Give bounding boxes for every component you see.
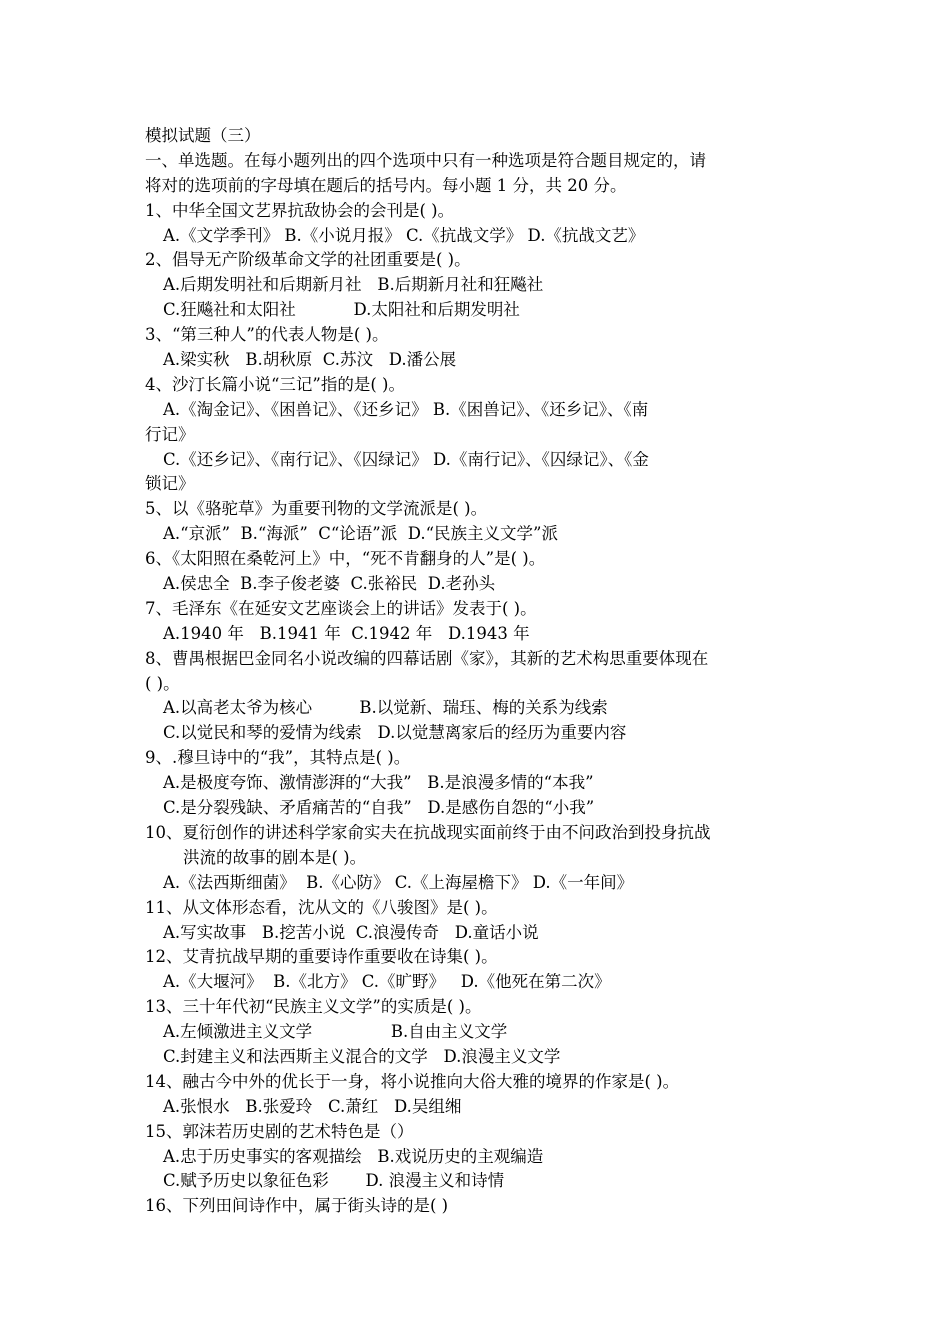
answer-options: A.“京派” B.“海派” C“论语”派 D.“民族主义文学”派 [163,524,558,544]
question-text: 15、郭沫若历史剧的艺术特色是（） [145,1121,414,1141]
answer-options: A.侯忠全 B.李子俊老婆 C.张裕民 D.老孙头 [163,574,496,594]
answer-options: A.写实故事 B.挖苦小说 C.浪漫传奇 D.童话小说 [163,922,539,942]
exam-body [145,149,825,1219]
answer-options: C.赋予历史以象征色彩 D. 浪漫主义和诗情 [163,1171,505,1191]
answer-options: A.《文学季刊》 B.《小说月报》 C.《抗战文学》 D.《抗战文艺》 [163,225,645,245]
text-line: 锁记》 [145,474,195,494]
question-text: 4、沙汀长篇小说“三记”指的是( )。 [145,374,405,394]
answer-options: A.以高老太爷为核心 B.以觉新、瑞珏、梅的关系为线索 [163,698,608,718]
answer-options: A.梁实秋 B.胡秋原 C.苏汶 D.潘公展 [163,350,457,370]
question-continuation: 洪流的故事的剧本是( )。 [183,847,367,867]
answer-options: A.忠于历史事实的客观描绘 B.戏说历史的主观编造 [163,1146,544,1166]
answer-options: C.《还乡记》、《南行记》、《囚绿记》 D.《南行记》、《囚绿记》、《金 [163,449,649,469]
answer-options: A.左倾激进主义文学 B.自由主义文学 [163,1022,508,1042]
exam-document [145,124,825,1219]
answer-options: A.1940 年 B.1941 年 C.1942 年 D.1943 年 [163,623,530,643]
answer-options: A.是极度夸饰、激情澎湃的“大我” B.是浪漫多情的“本我” [163,773,594,793]
answer-options: A.《大堰河》 B.《北方》 C.《旷野》 D.《他死在第二次》 [163,972,611,992]
answer-options: A.张恨水 B.张爱玲 C.萧红 D.吴组缃 [163,1096,462,1116]
question-text: 13、三十年代初“民族主义文学”的实质是( )。 [145,997,482,1017]
question-text: 1、中华全国文艺界抗敌协会的会刊是( )。 [145,200,455,220]
text-line: ( )。 [145,673,180,693]
question-text: 11、从文体形态看，沈从文的《八骏图》是( )。 [145,897,498,917]
answer-options: A.《淘金记》、《困兽记》、《还乡记》 B.《困兽记》、《还乡记》、《南 [163,399,649,419]
answer-options: A.《法西斯细菌》 B.《心防》 C.《上海屋檐下》 D.《一年间》 [163,872,634,892]
question-text: 2、倡导无产阶级革命文学的社团重要是( )。 [145,250,471,270]
question-text: 14、融古今中外的优长于一身，将小说推向大俗大雅的境界的作家是( )。 [145,1071,680,1091]
answer-options: C.以觉民和琴的爱情为线索 D.以觉慧离家后的经历为重要内容 [163,723,627,743]
question-text: 7、毛泽东《在延安文艺座谈会上的讲话》发表于( )。 [145,598,537,618]
question-text: 12、艾青抗战早期的重要诗作重要收在诗集( )。 [145,947,498,967]
question-text: 9、.穆旦诗中的“我”，其特点是( )。 [145,748,411,768]
answer-options: C.狂飚社和太阳社 D.太阳社和后期发明社 [163,300,520,320]
text-line: 将对的选项前的字母填在题后的括号内。每小题 1 分，共 20 分。 [145,175,627,195]
answer-options: C.是分裂残缺、矛盾痛苦的“自我” D.是感伤自怨的“小我” [163,798,595,818]
question-text: 5、以《骆驼草》为重要刊物的文学流派是( )。 [145,499,488,519]
question-text: 3、“第三种人”的代表人物是( )。 [145,325,389,345]
text-line: 一、单选题。在每小题列出的四个选项中只有一种选项是符合题目规定的，请 [145,150,706,170]
question-text: 8、曹禺根据巴金同名小说改编的四幕话剧《家》，其新的艺术构思重要体现在 [145,648,709,668]
question-text: 10、夏衍创作的讲述科学家俞实夫在抗战现实面前终于由不问政治到投身抗战 [145,822,711,842]
question-text: 6、《太阳照在桑乾河上》中，“死不肯翻身的人”是( )。 [145,549,546,569]
answer-options: A.后期发明社和后期新月社 B.后期新月社和狂飚社 [163,275,544,295]
answer-options: C.封建主义和法西斯主义混合的文学 D.浪漫主义文学 [163,1046,561,1066]
text-line: 行记》 [145,424,195,444]
question-text: 16、下列田间诗作中，属于街头诗的是( ) [145,1196,449,1216]
exam-title: 模拟试题（三） [145,126,261,145]
